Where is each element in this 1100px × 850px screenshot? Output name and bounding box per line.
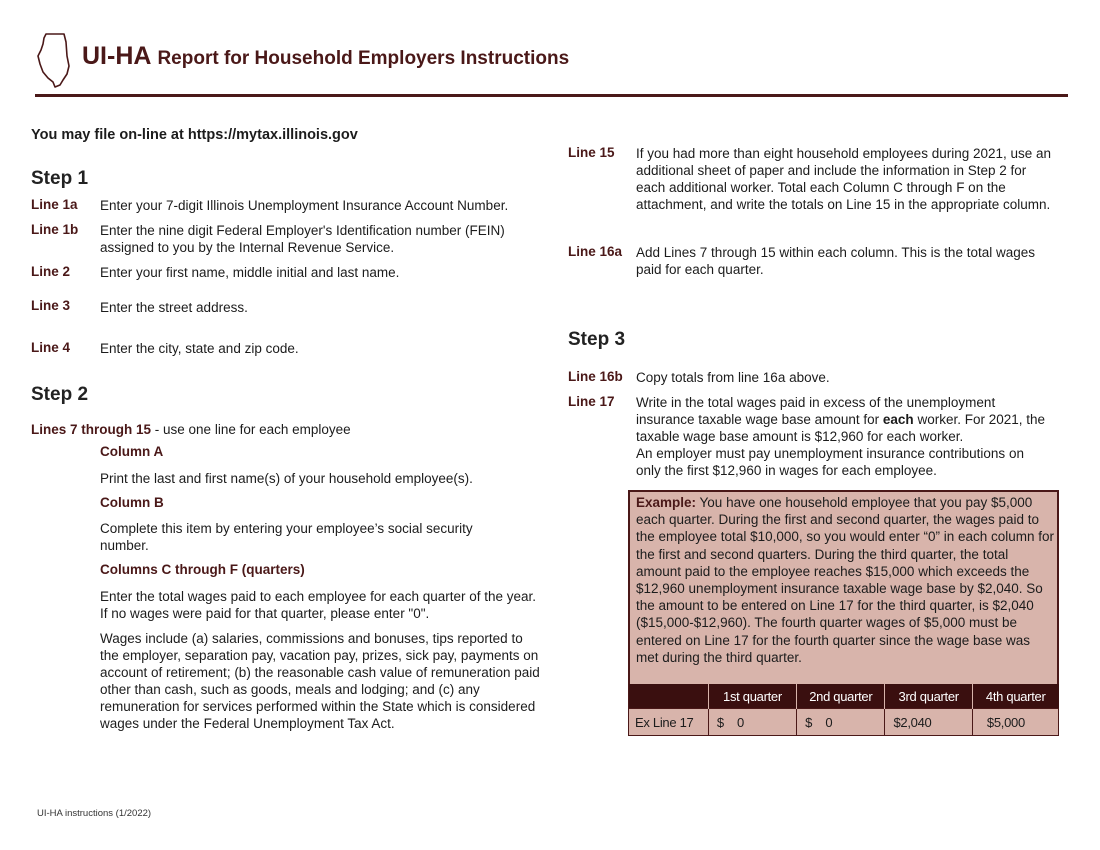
column-a-heading: Column A — [100, 444, 164, 459]
line-2-text: Enter your first name, middle initial and last name. — [100, 265, 400, 280]
step1-heading: Step 1 — [31, 168, 89, 189]
line-16b-label: Line 16b — [568, 369, 623, 384]
line-16a-label: Line 16a — [568, 244, 623, 259]
line-15-label: Line 15 — [568, 145, 615, 160]
example-cell-q1: $ 0 — [708, 709, 796, 736]
example-body: You have one household employee that you pay $5,000 each quarter. During the first and second quarter, the wages paid to the employee total $10,000, so you would enter “0” in each column for the first and second quarters. During the third quarter, the total amount paid to the employee reaches $15,000 which exceeds the $12,960 unemployment insurance taxable wage base by $2,040. So the amount to be entered on Line 17 for the third quarter, is $2,040 ($15,000-$12,960). The fourth quarter wages of $5,000 must be entered on Line 17 for the fourth quarter since the wage base was met during the third quarter. — [636, 495, 1054, 665]
lines-7-15-label: Lines 7 through 15 — [31, 422, 152, 437]
line-17-text-emphasis: each — [882, 412, 914, 427]
example-table — [628, 684, 1059, 736]
step3-heading: Step 3 — [568, 329, 626, 350]
online-filing-note: You may file on-line at https://mytax.illinois.gov — [31, 127, 358, 143]
illinois-state-outline-icon — [36, 32, 72, 88]
form-title: Report for Household Employers Instructions — [157, 48, 570, 69]
example-label: Example: — [636, 495, 697, 510]
line-1b-text: Enter the nine digit Federal Employer's Identification number (FEIN) assigned to you by the Internal Revenue Service. — [100, 223, 505, 255]
line-17-text — [636, 394, 1046, 479]
page-title — [82, 42, 569, 71]
step2-heading: Step 2 — [31, 384, 89, 405]
example-table-header-q2: 2nd quarter — [797, 684, 885, 709]
line-17-label: Line 17 — [568, 394, 615, 409]
line-17-text-c: An employer must pay unemployment insurance contributions on only the first $12,960 in wages for each employee. — [636, 446, 1024, 478]
lines-7-15-text: - use one line for each employee — [151, 422, 351, 437]
line-3-label: Line 3 — [31, 298, 71, 313]
columns-c-f-heading: Columns C through F (quarters) — [100, 562, 305, 577]
line-15-text: If you had more than eight household employees during 2021, use an additional sheet of paper and include the information in Step 2 for each additional worker. Total each Column C through F on the attachment, and write the totals on Line 15 in the appropriate column. — [636, 146, 1052, 212]
line-16a-text: Add Lines 7 through 15 within each column. This is the total wages paid for each quarter. — [636, 245, 1035, 277]
line-1b-label: Line 1b — [31, 222, 79, 237]
line-17-text-b: worker. For 2021, the taxable wage base amount is $12,960 for each worker. — [636, 412, 1046, 444]
example-table-header-q4: 4th quarter — [972, 684, 1058, 709]
table-row — [629, 709, 1059, 736]
example-cell-q3: $2,040 — [885, 709, 972, 736]
example-text — [636, 494, 1054, 666]
lines-7-15-instruction — [31, 421, 351, 438]
example-row-label: Ex Line 17 — [629, 709, 709, 736]
form-code: UI-HA — [82, 42, 152, 70]
wages-definition-text: Wages include (a) salaries, commissions and bonuses, tips reported to the employer, separation pay, vacation pay, prizes, sick pay, payments on account of retirement; (b) the reasonable cash value of remuneration paid other than cash, such as goods, meals and lodging; and (c) any remuneration for services performed within the State which is considered wages under the Federal Unemployment Tax Act. — [100, 631, 540, 731]
line-4-text: Enter the city, state and zip code. — [100, 341, 299, 356]
line-2-label: Line 2 — [31, 264, 71, 279]
header-divider — [35, 94, 1068, 97]
columns-c-f-text: Enter the total wages paid to each employee for each quarter of the year. If no wages were paid for that quarter, please enter "0". — [100, 589, 537, 621]
line-1a-text: Enter your 7-digit Illinois Unemployment Insurance Account Number. — [100, 198, 509, 213]
line-17-text-a: Write in the total wages paid in excess of the unemployment insurance taxable wage base amount for — [636, 395, 996, 427]
line-16b-text: Copy totals from line 16a above. — [636, 370, 830, 385]
line-3-text: Enter the street address. — [100, 300, 248, 315]
example-cell-q4: $5,000 — [972, 709, 1058, 736]
example-table-header-q1: 1st quarter — [708, 684, 796, 709]
column-a-text: Print the last and first name(s) of your household employee(s). — [100, 471, 473, 486]
line-4-label: Line 4 — [31, 340, 71, 355]
example-table-header-q3: 3rd quarter — [885, 684, 972, 709]
column-b-heading: Column B — [100, 495, 164, 510]
example-table-header-row — [629, 684, 1059, 709]
line-1a-label: Line 1a — [31, 197, 78, 212]
example-table-header-blank — [629, 684, 709, 709]
footer-form-id: UI-HA instructions (1/2022) — [37, 808, 152, 819]
example-cell-q2: $ 0 — [797, 709, 885, 736]
column-b-text: Complete this item by entering your employee’s social security number. — [100, 521, 473, 553]
